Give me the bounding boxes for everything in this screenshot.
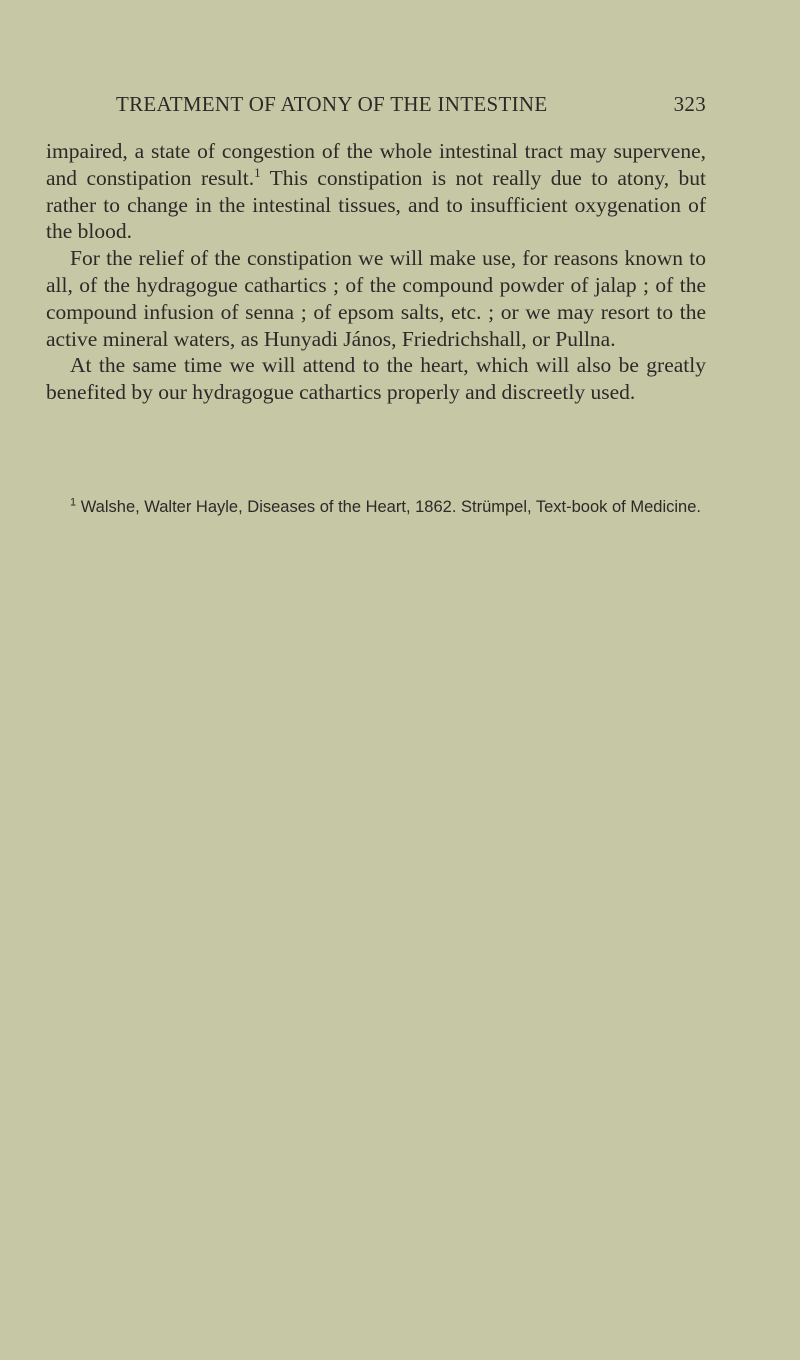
paragraph-2: For the relief of the constipation we will make use, for reasons known to all, of the hydragogue cathartics ; of the compound powder of jalap ; of the compound infusion of senna ; of epsom salts, etc. ; or we may resort to the active mineral waters, as Hunyadi János, Friedrichshall, or Pullna. xyxy=(46,246,706,351)
footnote-reference: 1 xyxy=(254,164,261,180)
running-head xyxy=(116,92,706,120)
paragraph-1-text-b: This constipation is not really due to atony, but rather to change in the intestinal tissues, and to insufficient oxygenation of the blood. xyxy=(46,165,707,244)
page-number: 323 xyxy=(673,92,706,116)
body-text xyxy=(46,138,706,406)
paragraph-3: At the same time we will attend to the heart, which will also be greatly benefited by our hydragogue cathartics properly and discreetly used. xyxy=(46,353,706,405)
paragraph-1-text-a: impaired, a state of congestion of the whole intestinal tract may supervene, and constipation result. xyxy=(46,139,706,190)
footnote xyxy=(46,496,706,518)
footnote-mark: 1 xyxy=(70,496,77,509)
running-title: TREATMENT OF ATONY OF THE INTESTINE xyxy=(116,92,548,116)
paragraph-1 xyxy=(46,138,706,245)
footnote-text: Walshe, Walter Hayle, Diseases of the Heart, 1862. Strümpel, Text-book of Medicine. xyxy=(76,498,701,516)
